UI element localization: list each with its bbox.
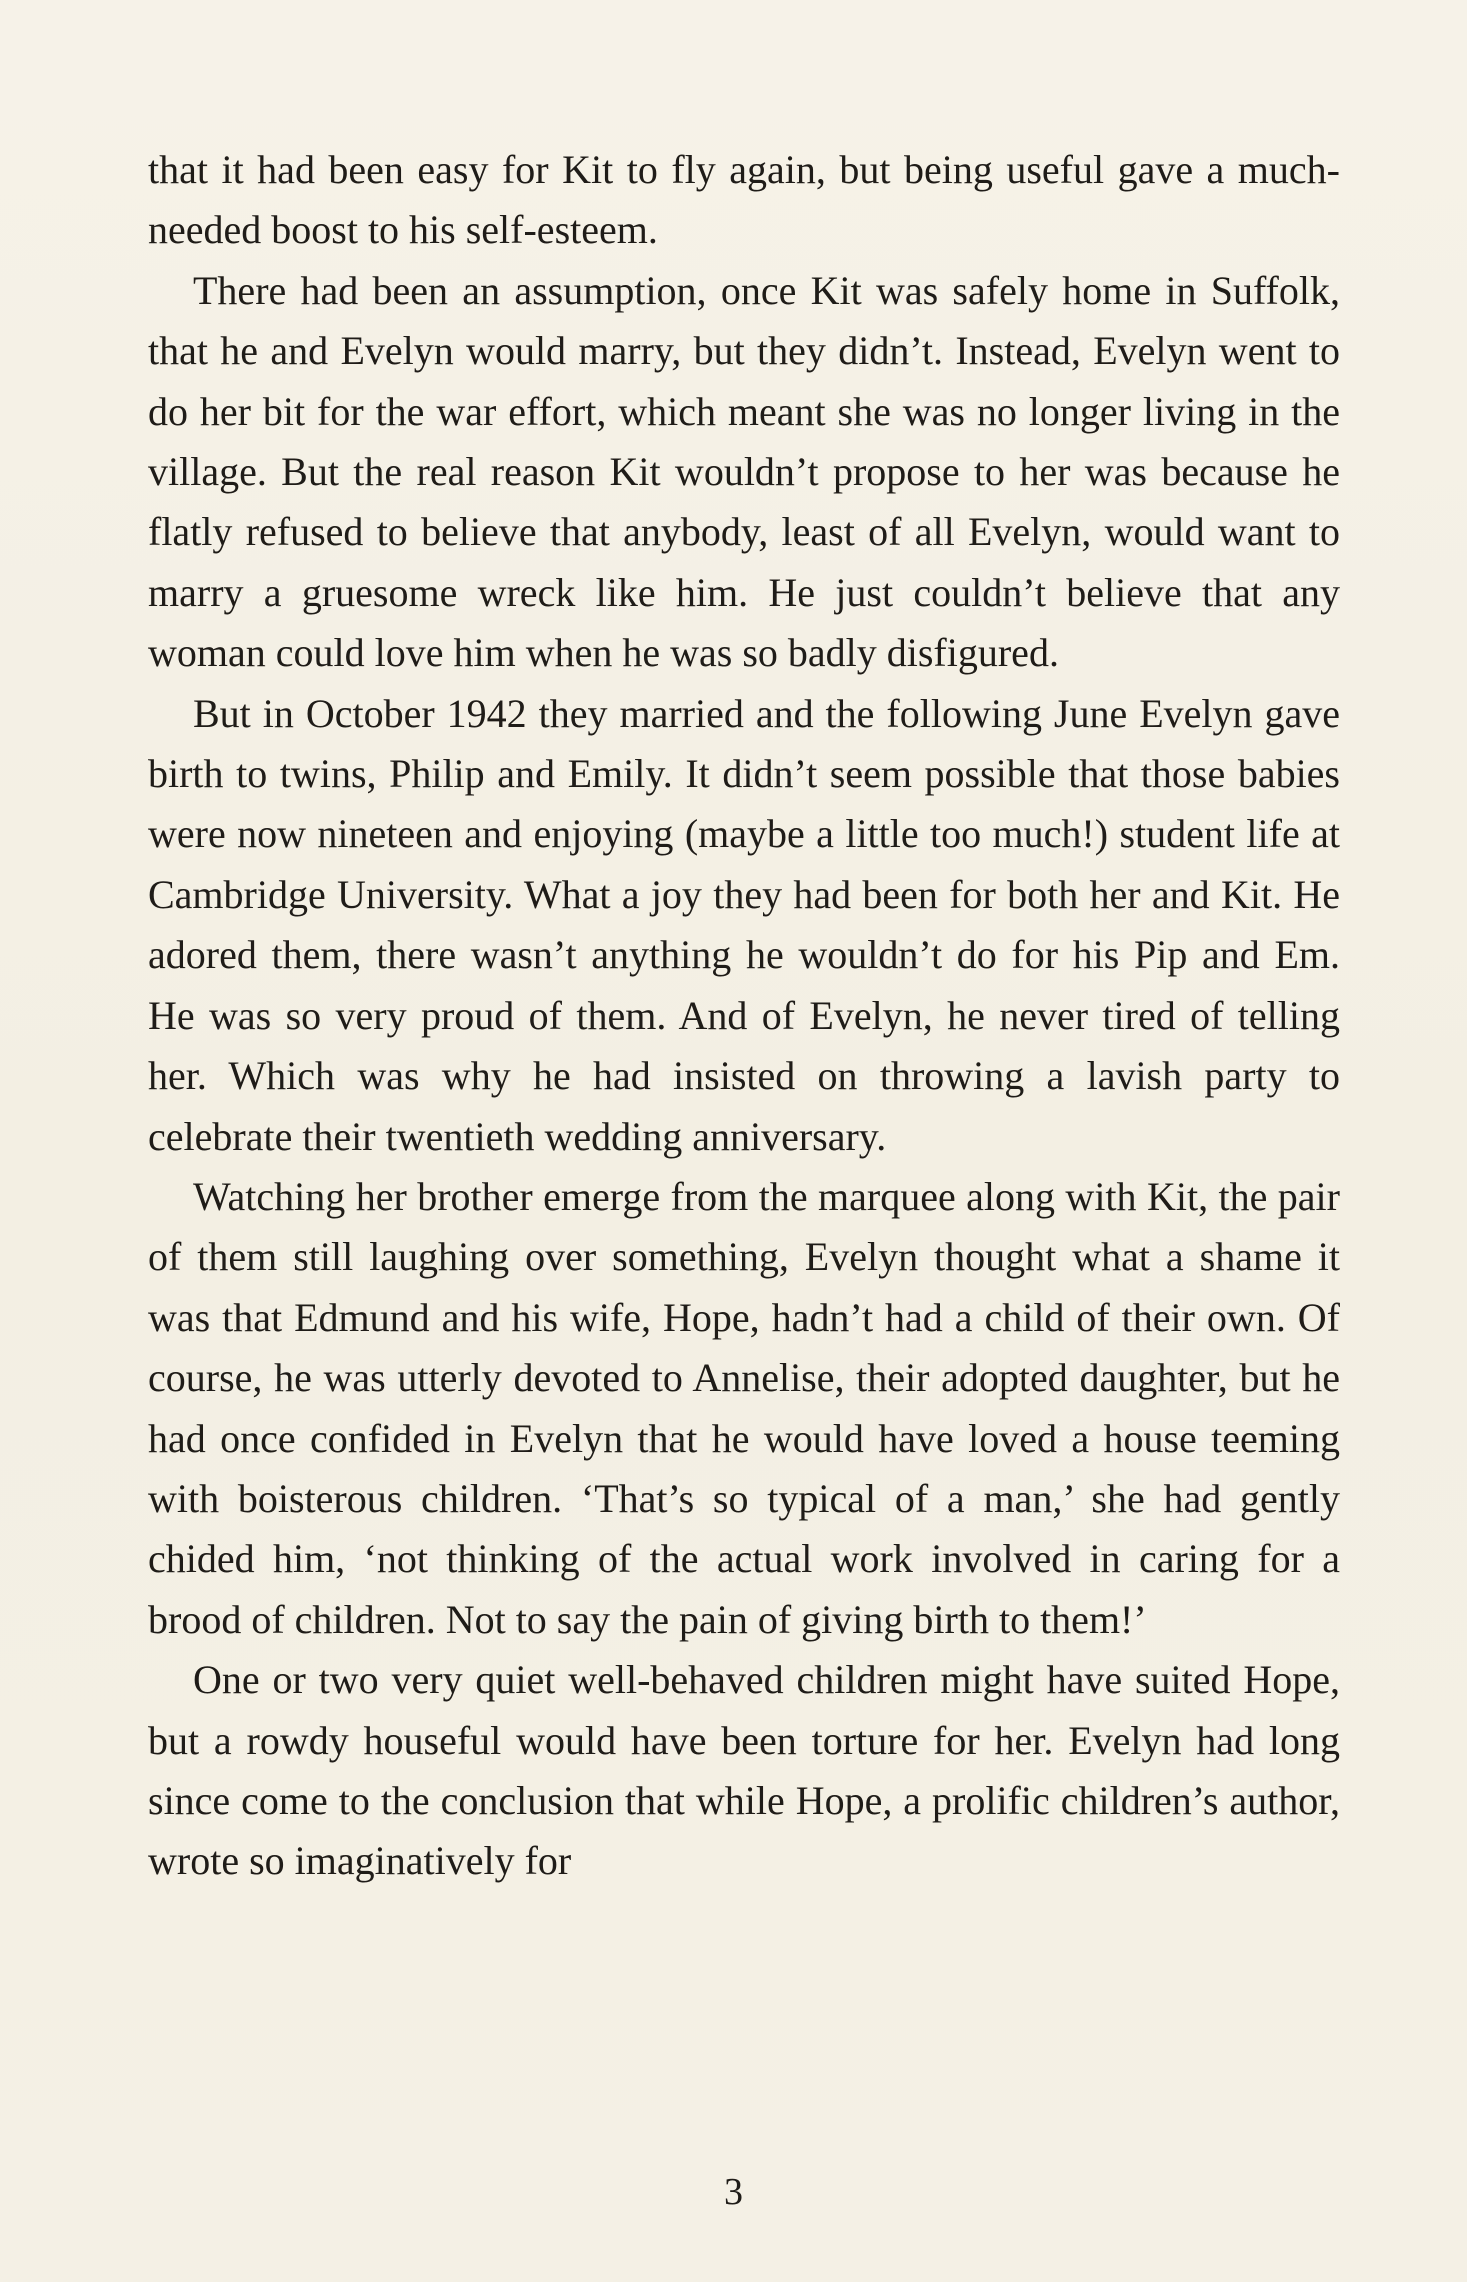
paragraph: One or two very quiet well-behaved children might have suited Hope, but a rowdy houseful would have been torture for her. Evelyn had long since come to the conclusion that while Hope, a prolific children’s author, wrote so imaginatively for xyxy=(148,1657,1340,1884)
page-number: 3 xyxy=(724,2171,743,2213)
paragraph: But in October 1942 they married and the following June Evelyn gave birth to twins, Philip and Emily. It didn’t seem possible that those babies were now nineteen and enjoying (maybe a little too much!) student life at Cambridge University. What a joy they had been for both her and Kit. He adored them, there wasn’t anything he wouldn’t do for his Pip and Em. He was so very proud of them. And of Evelyn, he never tired of telling her. Which was why he had insisted on throwing a lavish party to celebrate their twentieth wedding anniversary. xyxy=(148,690,1340,1159)
paragraph: There had been an assumption, once Kit was safely home in Suffolk, that he and Evelyn would marry, but they didn’t. Instead, Evelyn went to do her bit for the war effort, which meant she was no longer living in the village. But the real reason Kit wouldn’t propose to her was because he flatly refused to believe that anybody, least of all Evelyn, would want to marry a gruesome wreck like him. He just couldn’t believe that any woman could love him when he was so badly disfigured. xyxy=(148,267,1340,676)
body-text xyxy=(148,140,1340,1892)
paragraph: that it had been easy for Kit to fly again, but being useful gave a much-needed boost to his self-esteem. xyxy=(148,147,1340,253)
paragraph: Watching her brother emerge from the marquee along with Kit, the pair of them still laughing over something, Evelyn thought what a shame it was that Edmund and his wife, Hope, hadn’t had a child of their own. Of course, he was utterly devoted to Annelise, their adopted daughter, but he had once confided in Evelyn that he would have loved a house teeming with boisterous children. ‘That’s so typical of a man,’ she had gently chided him, ‘not thinking of the actual work involved in caring for a brood of children. Not to say the pain of giving birth to them!’ xyxy=(148,1173,1340,1642)
